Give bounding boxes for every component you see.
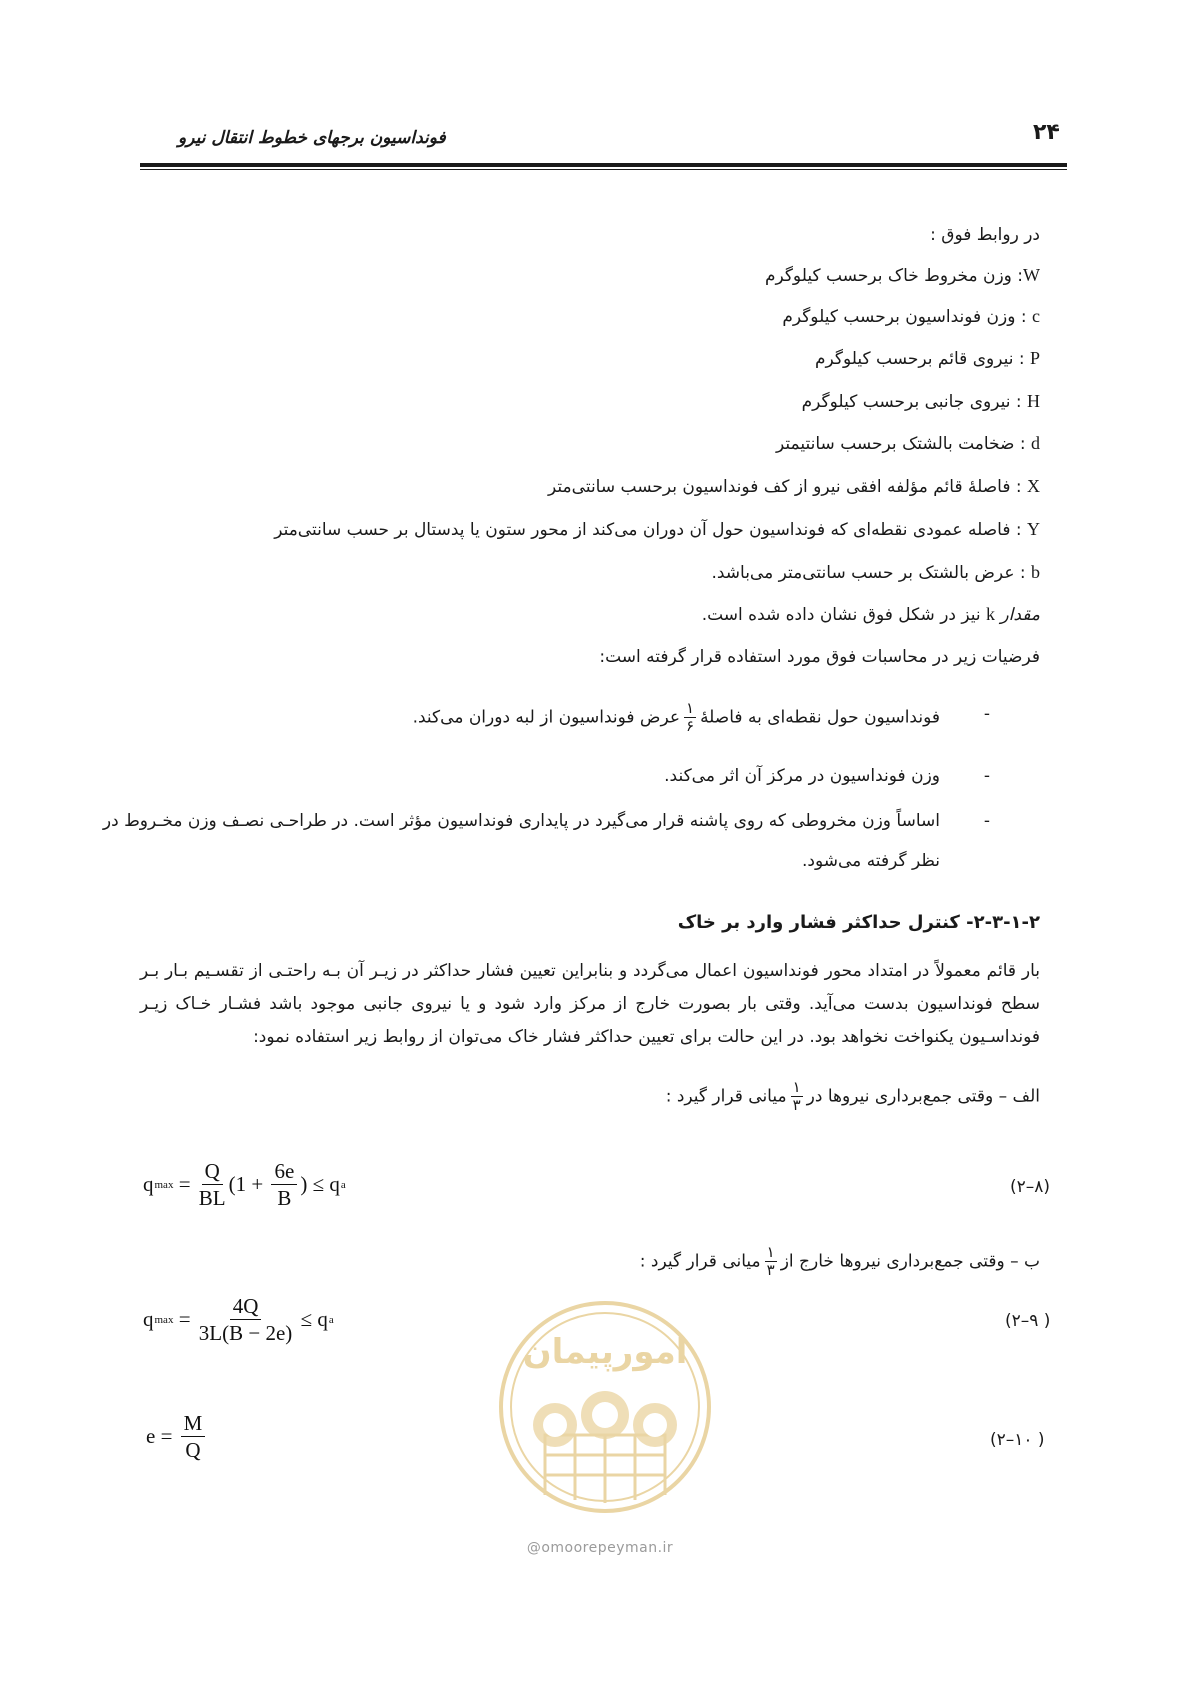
definition-symbol: b — [1031, 562, 1040, 582]
definition-item — [548, 473, 1040, 500]
definition-symbol: c — [1032, 306, 1040, 326]
eq9-fraction — [199, 1295, 293, 1344]
definition-item — [711, 559, 1040, 586]
eq8-lhs: q — [143, 1172, 154, 1197]
k-note-prefix: مقدار — [1000, 605, 1040, 625]
eq8-f1-den: BL — [198, 1186, 226, 1211]
equation-10 — [146, 1412, 208, 1461]
eq8-f2-num: 6e — [271, 1160, 297, 1185]
section-heading: ۲-۳-۱-۲- کنترل حداکثر فشار وارد بر خاک — [677, 912, 1040, 933]
header-rule-thin — [140, 169, 1067, 170]
definition-text: : نیروی قائم برحسب کیلوگرم — [815, 349, 1030, 369]
eq9-num: 4Q — [230, 1295, 262, 1320]
definition-item — [776, 430, 1040, 457]
k-note — [702, 601, 1040, 628]
bullet-item — [90, 808, 990, 878]
definition-text: : فاصله عمودی نقطه‌ای که فونداسیون حول آن دوران می‌کند از محور ستون یا پدستال بر حسب سانتی‌متر — [274, 520, 1027, 540]
eq8-close: ) ≤ q — [300, 1172, 340, 1197]
definition-item — [802, 388, 1040, 415]
definition-text: : عرض بالشتک بر حسب سانتی‌متر می‌باشد. — [711, 563, 1031, 583]
bullet-item — [90, 763, 990, 793]
bullet-item — [90, 701, 990, 735]
watermark-logo — [485, 1285, 725, 1535]
definition-symbol: W — [1023, 265, 1040, 285]
definition-symbol: d — [1031, 433, 1040, 453]
definition-symbol: X — [1027, 476, 1040, 496]
bullet-text-line1: اساساً وزن مخروطی که روی پاشنه قرار می‌گیرد در پایداری فونداسیون مؤثر است. در طراحـی نصـف وزن مخـروط در — [102, 811, 940, 831]
eq9-tail: ≤ q — [295, 1307, 328, 1332]
header-rule-thick — [140, 163, 1067, 167]
definition-text: : ضخامت بالشتک برحسب سانتیمتر — [776, 434, 1031, 454]
definition-item — [815, 345, 1040, 372]
eq9-rhs-sub: a — [328, 1313, 334, 1326]
definition-symbol: H — [1027, 391, 1040, 411]
case-a-line — [666, 1080, 1040, 1113]
eq10-num: M — [181, 1412, 206, 1437]
bullet-text-pre: فونداسیون حول نقطه‌ای به فاصلهٔ — [700, 707, 940, 728]
bullet-text: وزن فونداسیون در مرکز آن اثر می‌کند. — [664, 766, 940, 786]
definition-text: : نیروی جانبی برحسب کیلوگرم — [801, 392, 1027, 412]
eq8-fraction-2 — [271, 1160, 297, 1209]
equation-8-number: (۲–۸) — [1010, 1177, 1051, 1197]
eq10-den: Q — [185, 1438, 201, 1463]
case-a-post: میانی قرار گیرد : — [665, 1086, 787, 1107]
eq8-open: (1 + — [228, 1172, 269, 1197]
case-b-line — [640, 1245, 1040, 1278]
eq9-lhs: q — [143, 1307, 154, 1332]
definition-item — [782, 303, 1040, 330]
fraction-one-third — [765, 1245, 777, 1278]
case-b-pre: ب – وقتی جمع‌برداری نیروها خارج از — [780, 1251, 1040, 1272]
eq8-f2-den: B — [277, 1186, 292, 1211]
bullet-dash: - — [983, 704, 990, 724]
definition-item — [274, 516, 1040, 543]
equation-10-number: (۲–۱۰ ) — [990, 1430, 1045, 1450]
watermark-logo-text: امورپیمان — [522, 1332, 688, 1372]
definitions-intro: در روابط فوق : — [930, 225, 1040, 245]
definition-symbol: P — [1029, 348, 1040, 368]
eq9-equals: = — [173, 1307, 196, 1332]
fraction-numerator: ۱ — [792, 1078, 801, 1096]
case-b-post: میانی قرار گیرد : — [639, 1251, 761, 1272]
fraction-one-third — [791, 1080, 803, 1113]
assumptions-intro: فرضیات زیر در محاسبات فوق مورد استفاده قرار گرفته است: — [599, 647, 1040, 667]
equation-9-number: (۲–۹ ) — [1005, 1311, 1051, 1331]
fraction-numerator: ۱ — [766, 1243, 775, 1261]
eq8-equals: = — [173, 1172, 196, 1197]
definition-item — [765, 262, 1040, 289]
definition-text: : وزن فونداسیون برحسب کیلوگرم — [782, 307, 1032, 327]
fraction-denominator: ۳ — [766, 1261, 775, 1279]
fraction-numerator: ۱ — [686, 699, 695, 717]
fraction-denominator: ۶ — [686, 717, 695, 735]
eq8-lhs-sub: max — [154, 1178, 174, 1191]
page-number: ۲۴ — [1033, 120, 1060, 145]
k-symbol: k — [986, 604, 996, 624]
eq8-f1-num: Q — [202, 1160, 223, 1185]
definition-symbol: Y — [1027, 519, 1040, 539]
equation-9 — [143, 1295, 334, 1344]
eq10-lhs: e = — [146, 1424, 178, 1449]
bullet-text-post: عرض فونداسیون از لبه دوران می‌کند. — [412, 707, 680, 728]
bullet-text-line2: نظر گرفته می‌شود. — [802, 851, 940, 871]
eq9-den: 3L(B − 2e) — [198, 1321, 293, 1346]
fraction-denominator: ۳ — [792, 1096, 801, 1114]
case-a-pre: الف – وقتی جمع‌برداری نیروها در — [806, 1086, 1040, 1107]
eq8-rhs-sub: a — [340, 1178, 346, 1191]
section-paragraph: بار قائم معمولاً در امتداد محور فونداسیون اعمال می‌گردد و بنابراین تعیین فشار حداکثر در زیـر آن بـه راحتـی از تقسـیم بـار بـر سطح فونداسیون بدست می‌آید. وقتی بار بصورت خارج از مرکز وارد شود و یا نیروی جانبی موجود باشد فشـار خـاک زیـر فونداسـیون یکنواخت نخواهد بود. در این حالت برای تعیین حداکثر فشار خاک می‌توان از روابط زیر استفاده نمود: — [140, 961, 1040, 1047]
running-title: فونداسیون برجهای خطوط انتقال نیرو — [178, 128, 446, 148]
eq10-fraction — [181, 1412, 206, 1461]
equation-8 — [143, 1160, 346, 1209]
definition-text: : وزن مخروط خاک برحسب کیلوگرم — [764, 266, 1023, 286]
watermark-url: @omoorepeyman.ir — [526, 1540, 674, 1556]
bullet-dash: - — [983, 811, 990, 831]
bullet-text — [413, 701, 940, 734]
k-note-text: نیز در شکل فوق نشان داده شده است. — [701, 605, 987, 625]
fraction-one-sixth — [684, 701, 696, 734]
eq8-fraction-1 — [199, 1160, 226, 1209]
definition-text: : فاصلهٔ قائم مؤلفه افقی نیرو از کف فونداسیون برحسب سانتی‌متر — [548, 477, 1027, 497]
eq9-lhs-sub: max — [154, 1313, 174, 1326]
bullet-dash: - — [983, 766, 990, 786]
